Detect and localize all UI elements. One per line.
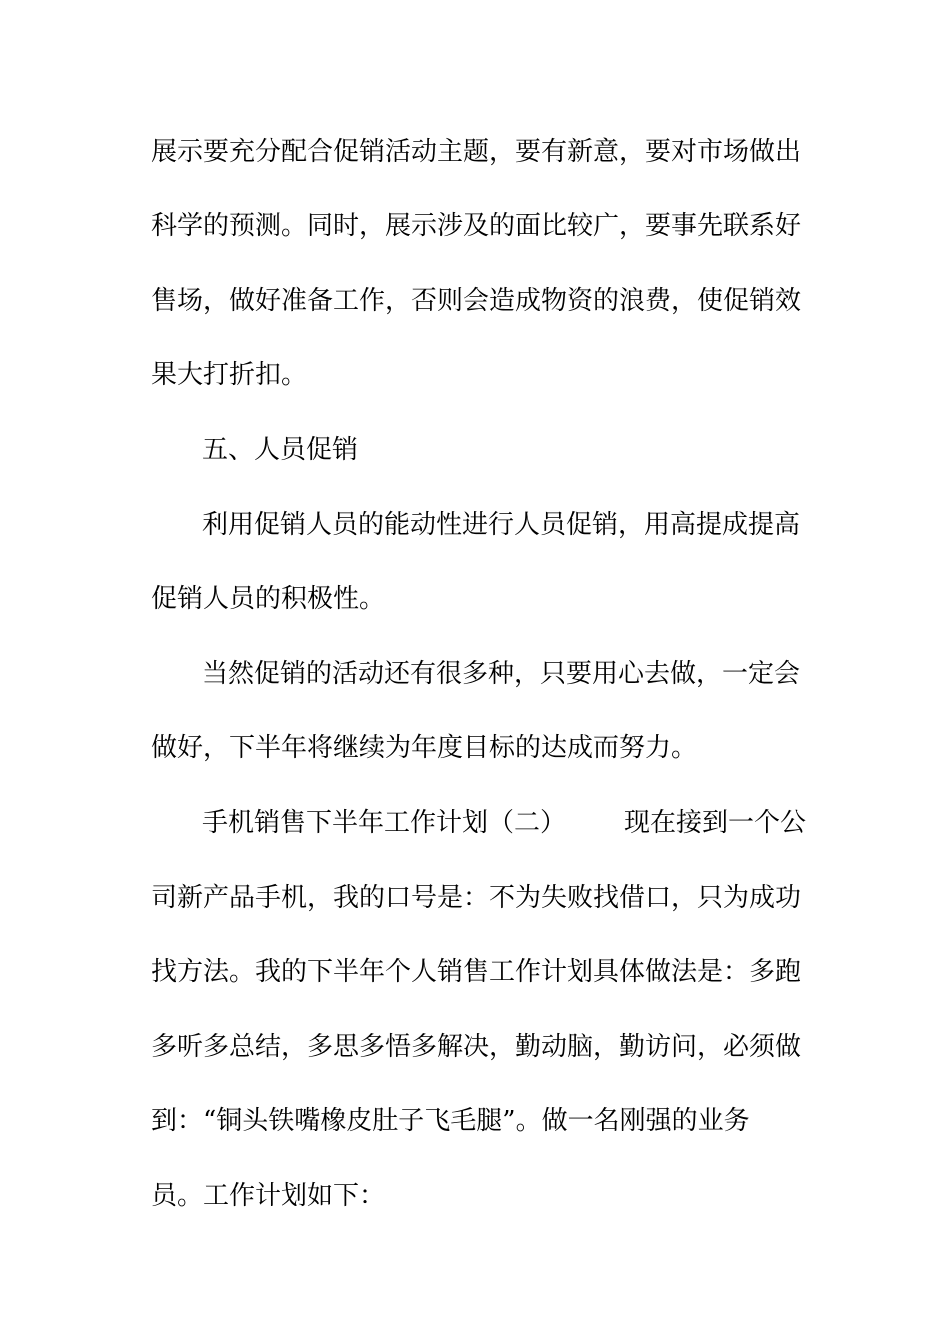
paragraph-line: 利用促销人员的能动性进行人员促销，用高提成提高 [202,510,801,540]
paragraph-start: 现在接到一个公 [624,808,807,838]
plan-title: 手机销售下半年工作计划（二） [202,808,567,838]
paragraph-line: 促销人员的积极性。 [151,584,386,614]
paragraph-line: 多听多总结，多思多悟多解决，勤动脑，勤访问，必须做 [151,1032,802,1062]
paragraph-line: 售场，做好准备工作，否则会造成物资的浪费，使促销效 [151,286,802,316]
paragraph-line: 员。工作计划如下： [151,1181,386,1211]
paragraph-line: 果大打折扣。 [151,360,308,390]
paragraph-line: 找方法。我的下半年个人销售工作计划具体做法是：多跑 [151,957,802,987]
paragraph-line: 到：“铜头铁嘴橡皮肚子飞毛腿”。做一名刚强的业务 [151,1106,750,1136]
paragraph-line: 展示要充分配合促销活动主题，要有新意，要对市场做出 [151,137,802,167]
section-heading: 五、人员促销 [202,435,359,465]
paragraph-line: 做好，下半年将继续为年度目标的达成而努力。 [151,733,698,763]
paragraph-line: 当然促销的活动还有很多种，只要用心去做，一定会 [202,659,801,689]
paragraph-line: 司新产品手机，我的口号是：不为失败找借口，只为成功 [151,883,802,913]
paragraph-line: 科学的预测。同时，展示涉及的面比较广，要事先联系好 [151,211,802,241]
plan-title-line [202,803,862,843]
